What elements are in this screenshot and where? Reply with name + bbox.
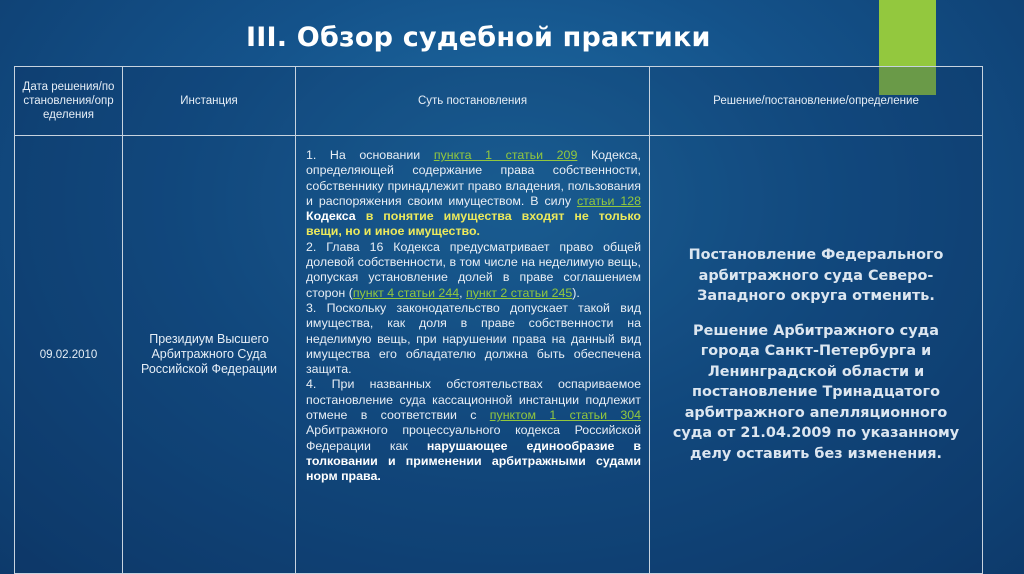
link-article-209[interactable]: пункта 1 статьи 209 — [433, 148, 578, 162]
decision-paragraph-2: Решение Арбитражного суда города Санкт-Петербурга и Ленинградской области и постановление Тринадцатого арбитражного апелляционного суда от 21.04.2009 по указанному делу оставить без изменения. — [672, 322, 960, 462]
cell-essence — [296, 136, 650, 574]
table-row — [15, 136, 983, 574]
link-article-245[interactable]: пункт 2 статьи 245 — [466, 285, 573, 300]
cell-decision — [650, 136, 983, 574]
decision-paragraph-1: Постановление Федерального арбитражного суда Северо-Западного округа отменить. — [688, 247, 944, 304]
cell-date: 09.02.2010 — [15, 136, 123, 574]
link-article-244[interactable]: пункт 4 статьи 244 — [352, 285, 460, 300]
cell-instance: Президиум Высшего Арбитражного Суда Российской Федерации — [123, 136, 296, 574]
header-decision: Решение/постановление/определение — [650, 67, 983, 136]
link-article-128[interactable]: статьи 128 — [576, 193, 641, 208]
highlight-text: в понятие имущества входят не только вещи, но и иное имущество. — [306, 209, 641, 239]
essence-paragraph-1: 1. На основании пункта 1 статьи 209 Кодекса, определяющей содержание права собственности, собственнику принадлежит право владения, пользования и распоряжения своим имуществом. В силу статьи 128 Кодекса в понятие имущества входят не только вещи, но и иное имущество. — [306, 148, 641, 239]
link-article-304[interactable]: пунктом 1 статьи 304 — [489, 408, 641, 423]
header-date: Дата решения/постановления/определения — [15, 67, 123, 136]
header-essence: Суть постановления — [296, 67, 650, 136]
court-practice-table — [14, 66, 983, 574]
essence-paragraph-2: 2. Глава 16 Кодекса предусматривает право общей долевой собственности, в том числе на неделимую вещь, допуская установление долей в праве соглашением сторон (пункт 4 статьи 244, пункт 2 статьи 245). — [306, 239, 641, 300]
essence-paragraph-4: 4. При названных обстоятельствах оспариваемое постановление суда кассационной инстанции подлежит отмене в соответствии с пунктом 1 статьи 304 Арбитражного процессуального кодекса Российской Федерации как нарушающее единообразие в толковании и применении арбитражными судами норм права. — [306, 377, 641, 484]
table-header-row — [15, 67, 983, 136]
slide-title: III. Обзор судебной практики — [246, 22, 711, 53]
header-instance: Инстанция — [123, 67, 296, 136]
essence-paragraph-3: 3. Поскольку законодательство допускает такой вид имущества, как доля в праве собственности на неделимую вещь, при нарушении права на данный вид имущества его обладателю должна быть обеспечена защита. — [306, 300, 641, 377]
